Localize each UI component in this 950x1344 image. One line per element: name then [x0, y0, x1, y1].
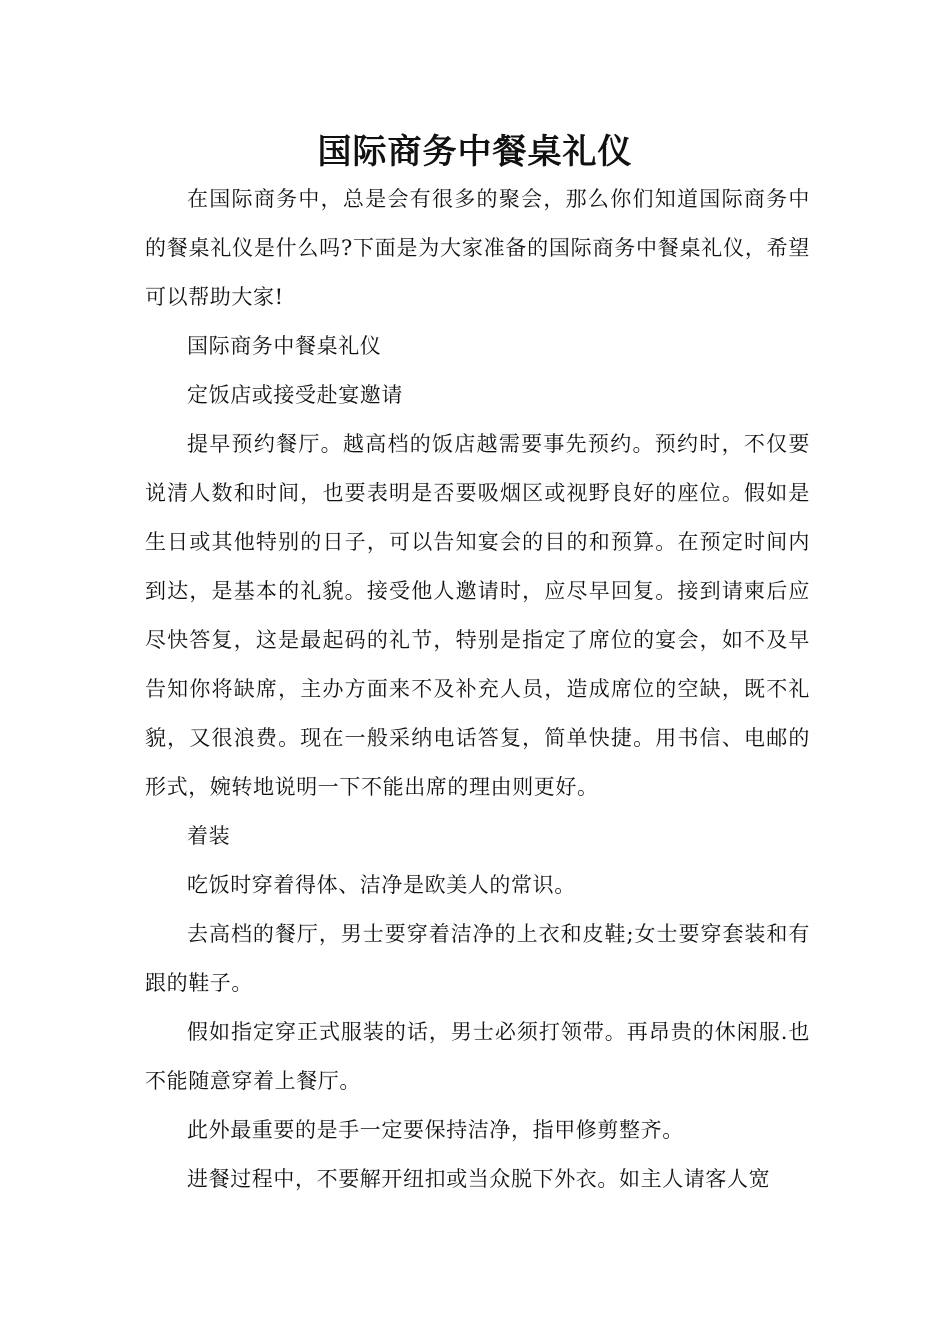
paragraph-intro: 在国际商务中，总是会有很多的聚会，那么你们知道国际商务中的餐桌礼仪是什么吗?下面是为大家准备的国际商务中餐桌礼仪，希望可以帮助大家! — [145, 187, 810, 309]
paragraph-attire-formal: 假如指定穿正式服装的话，男士必须打领带。再昂贵的休闲服.也不能随意穿着上餐厅。 — [145, 1020, 810, 1093]
document-body — [145, 175, 810, 1204]
paragraph-hands-clean: 此外最重要的是手一定要保持洁净，指甲修剪整齐。 — [187, 1118, 684, 1142]
paragraph-heading-reservation: 定饭店或接受赴宴邀请 — [187, 383, 403, 407]
document-title: 国际商务中餐桌礼仪 — [317, 132, 633, 172]
paragraph-heading-etiquette: 国际商务中餐桌礼仪 — [187, 334, 382, 358]
paragraph-attire-upscale: 去高档的餐厅，男士要穿着洁净的上衣和皮鞋;女士要穿套装和有跟的鞋子。 — [145, 922, 810, 995]
paragraph-dining-process: 进餐过程中，不要解开纽扣或当众脱下外衣。如主人请客人宽 — [187, 1167, 771, 1191]
paragraph-attire-general: 吃饭时穿着得体、洁净是欧美人的常识。 — [187, 873, 576, 897]
paragraph-heading-attire: 着装 — [187, 824, 231, 848]
paragraph-reservation: 提早预约餐厅。越高档的饭店越需要事先预约。预约时，不仅要说清人数和时间，也要表明是否要吸烟区或视野良好的座位。假如是生日或其他特别的日子，可以告知宴会的目的和预算。在预定时间内到达，是基本的礼貌。接受他人邀请时，应尽早回复。接到请柬后应尽快答复，这是最起码的礼节，特别是指定了席位的宴会，如不及早告知你将缺席，主办方面来不及补充人员，造成席位的空缺，既不礼貌，又很浪费。现在一般采纳电话答复，简单快捷。用书信、电邮的形式，婉转地说明一下不能出席的理由则更好。 — [145, 432, 810, 799]
